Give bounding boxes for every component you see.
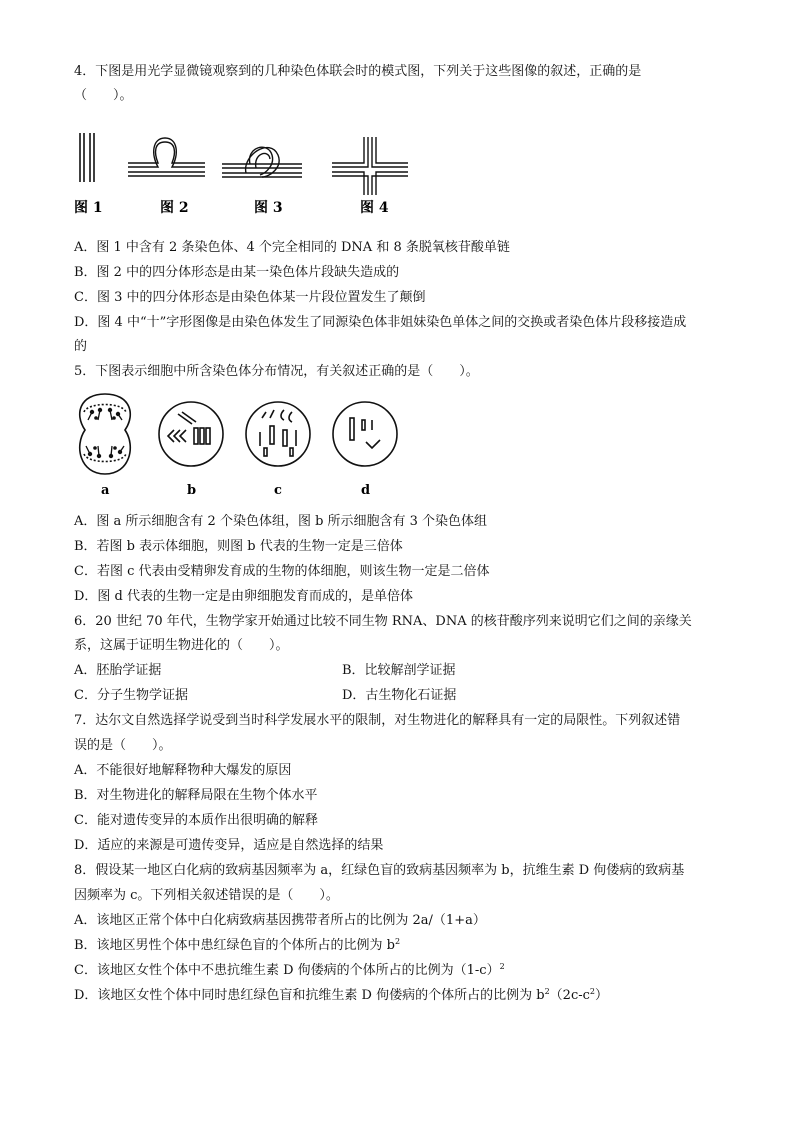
q8-option-a: A．该地区正常个体中白化病致病基因携带者所占的比例为 2a/（1+a） <box>74 913 486 928</box>
q4-fig4-cross <box>332 137 408 195</box>
q7-stem-line2: 误的是（ ）。 <box>74 738 172 753</box>
q5-cell-c <box>246 402 310 466</box>
q7-option-b: B．对生物进化的解释局限在生物个体水平 <box>74 788 318 803</box>
q8-option-b-text: B．该地区男性个体中患红绿色盲的个体所占的比例为 b <box>74 938 396 953</box>
q4-stem-line1: 4．下图是用光学显微镜观察到的几种染色体联会时的模式图，下列关于这些图像的叙述，正确的是 <box>74 64 642 79</box>
q5-cell-b <box>159 402 223 466</box>
q4-stem-line2: （ ）。 <box>74 88 133 103</box>
q8-stem-line1: 8．假设某一地区白化病的致病基因频率为 a，红绿色盲的致病基因频率为 b，抗维生素 D 佝偻病的致病基 <box>74 863 685 878</box>
q4-figure <box>70 125 400 225</box>
q4-option-a: A．图 1 中含有 2 条染色体、4 个完全相同的 DNA 和 8 条脱氧核苷酸单链 <box>74 240 510 255</box>
q7-stem-line1: 7．达尔文自然选择学说受到当时科学发展水平的限制，对生物进化的解释具有一定的局限性。下列叙述错 <box>74 713 681 728</box>
q6-option-d: D．古生物化石证据 <box>342 688 457 703</box>
q6-stem-line1: 6．20 世纪 70 年代，生物学家开始通过比较不同生物 RNA、DNA 的核苷酸序列来说明它们之间的亲缘关 <box>74 614 692 629</box>
q7-option-d: D．适应的来源是可遗传变异，适应是自然选择的结果 <box>74 838 384 853</box>
q8-option-c-sup: 2 <box>499 962 505 971</box>
q8-option-d-sup2: 2 <box>589 987 595 996</box>
q8-option-d-text3: ） <box>595 988 609 1003</box>
q4-option-d-line2: 的 <box>74 339 88 354</box>
q8-option-d-text1: D．该地区女性个体中同时患红绿色盲和抗维生素 D 佝偻病的个体所占的比例为 b <box>74 988 545 1003</box>
q5-cell-d-label: d <box>361 483 371 498</box>
q6-stem-line2: 系，这属于证明生物进化的（ ）。 <box>74 638 289 653</box>
q6-options-row1 <box>74 661 724 681</box>
q4-fig4-label: 图 4 <box>360 200 389 216</box>
q5-cell-a-chromosomes <box>88 408 122 458</box>
q6-option-a: A．胚胎学证据 <box>74 663 162 678</box>
q8-option-b-sup: 2 <box>395 937 401 946</box>
q8-option-b <box>74 936 724 956</box>
q6-option-b: B．比较解剖学证据 <box>342 663 456 678</box>
q8-option-c <box>74 961 724 981</box>
q8-option-d-sup1: 2 <box>544 987 550 996</box>
q5-stem: 5．下图表示细胞中所含染色体分布情况，有关叙述正确的是（ ）。 <box>74 364 479 379</box>
q7-option-a: A．不能很好地解释物种大爆发的原因 <box>74 763 292 778</box>
q5-cell-a-label: a <box>101 483 110 498</box>
q6-option-c: C．分子生物学证据 <box>74 688 188 703</box>
q8-option-c-text: C．该地区女性个体中不患抗维生素 D 佝偻病的个体所占的比例为（1-c） <box>74 963 500 978</box>
q5-option-d: D．图 d 代表的生物一定是由卵细胞发育而成的，是单倍体 <box>74 589 414 604</box>
q7-option-c: C．能对遗传变异的本质作出很明确的解释 <box>74 813 318 828</box>
q5-option-a: A．图 a 所示细胞含有 2 个染色体组，图 b 所示细胞含有 3 个染色体组 <box>74 514 488 529</box>
q5-cell-d <box>333 402 397 466</box>
q4-fig2-label: 图 2 <box>160 200 189 216</box>
q4-option-b: B．图 2 中的四分体形态是由某一染色体片段缺失造成的 <box>74 265 400 280</box>
q5-cell-a <box>80 394 131 474</box>
q4-option-d-line1: D．图 4 中“十”字形图像是由染色体发生了同源染色体非姐妹染色单体之间的交换或者染色体片段移接造成 <box>74 315 687 330</box>
q4-fig1-label: 图 1 <box>74 200 103 216</box>
q5-option-c: C．若图 c 代表由受精卵发育成的生物的体细胞，则该生物一定是二倍体 <box>74 564 490 579</box>
q6-options-row2 <box>74 686 724 706</box>
q5-cell-b-label: b <box>187 483 197 498</box>
q8-option-d-text2: （2c-c <box>549 988 590 1003</box>
q8-option-d <box>74 986 724 1006</box>
q4-fig1-chromosomes <box>80 133 94 182</box>
q5-cell-c-label: c <box>274 483 282 498</box>
q8-stem-line2: 因频率为 c。下列相关叙述错误的是（ ）。 <box>74 888 339 903</box>
q4-fig2-loop <box>128 138 205 176</box>
q4-fig3-label: 图 3 <box>254 200 283 216</box>
q5-figure <box>70 390 410 502</box>
q4-option-c: C．图 3 中的四分体形态是由染色体某一片段位置发生了颠倒 <box>74 290 426 305</box>
q4-fig3-inversion <box>222 147 302 177</box>
q5-option-b: B．若图 b 表示体细胞，则图 b 代表的生物一定是三倍体 <box>74 539 403 554</box>
